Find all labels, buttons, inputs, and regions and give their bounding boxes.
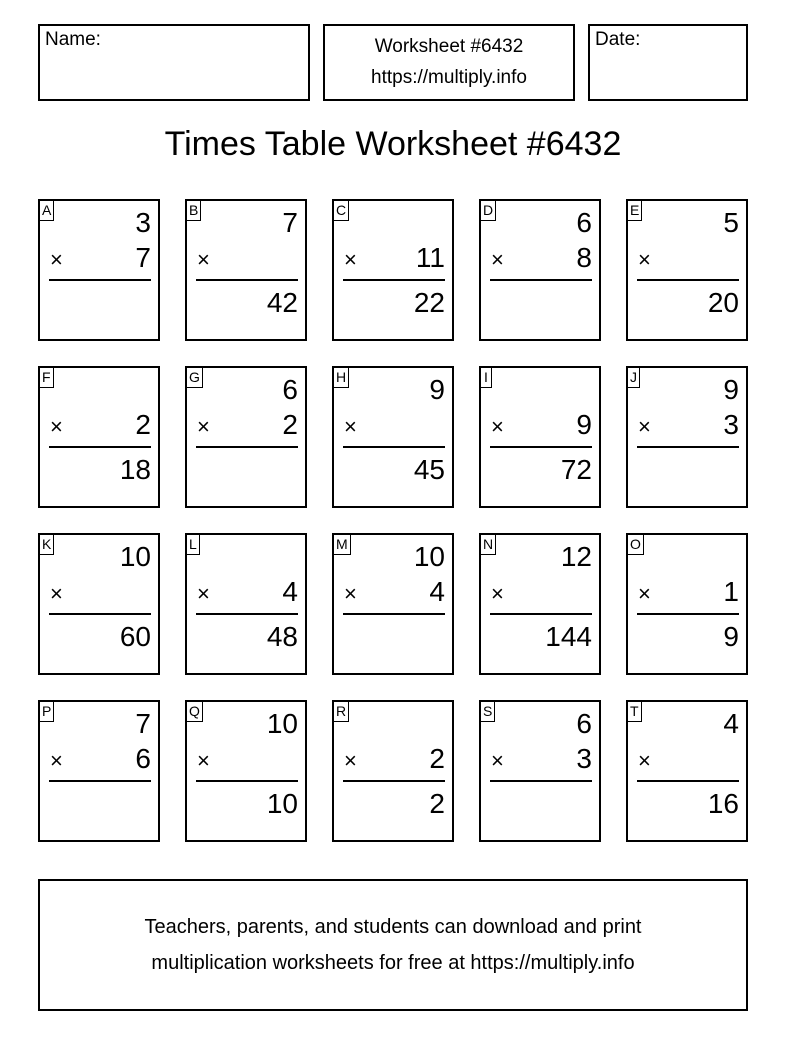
answer-line	[490, 780, 592, 782]
times-sign: ×	[197, 414, 210, 439]
answer-line	[343, 780, 445, 782]
multiplier: 2	[135, 409, 151, 440]
multiplier: 6	[135, 743, 151, 774]
problem-letter: H	[333, 367, 349, 388]
problem-letter: E	[627, 200, 642, 221]
multiplier: 2	[429, 743, 445, 774]
problem-letter: A	[39, 200, 54, 221]
product: 20	[707, 287, 739, 318]
answer-line	[196, 780, 298, 782]
answer-line	[343, 446, 445, 448]
problem-letter: B	[186, 200, 201, 221]
answer-line	[490, 613, 592, 615]
problem-card	[38, 199, 160, 341]
answer-line	[343, 279, 445, 281]
multiplicand: 10	[266, 708, 298, 739]
multiplicand: 3	[135, 207, 151, 238]
answer-line	[343, 613, 445, 615]
multiplicand: 6	[282, 374, 298, 405]
worksheet-site: https://multiply.info	[371, 67, 527, 88]
answer-line	[490, 279, 592, 281]
answer-line	[637, 780, 739, 782]
times-sign: ×	[50, 581, 63, 606]
problem-card	[185, 366, 307, 508]
multiplicand: 6	[576, 207, 592, 238]
multiplicand: 9	[723, 374, 739, 405]
times-sign: ×	[638, 247, 651, 272]
multiplier: 1	[723, 576, 739, 607]
problem-letter: R	[333, 701, 349, 722]
times-sign: ×	[638, 581, 651, 606]
problem-card	[332, 199, 454, 341]
problem-letter: P	[39, 701, 54, 722]
problem-letter: F	[39, 367, 54, 388]
times-sign: ×	[638, 414, 651, 439]
problem-letter: T	[627, 701, 642, 722]
footer-line-2: multiplication worksheets for free at https://multiply.info	[151, 952, 635, 974]
problem-card	[38, 366, 160, 508]
multiplier: 3	[576, 743, 592, 774]
problem-card	[479, 199, 601, 341]
problem-letter: K	[39, 534, 54, 555]
times-sign: ×	[638, 748, 651, 773]
multiplicand: 10	[413, 541, 445, 572]
multiplier: 2	[282, 409, 298, 440]
product: 16	[707, 788, 739, 819]
product: 72	[560, 454, 592, 485]
name-box	[38, 24, 310, 101]
problem-card	[185, 533, 307, 675]
times-sign: ×	[197, 748, 210, 773]
problem-letter: I	[480, 367, 492, 388]
problem-letter: Q	[186, 701, 203, 722]
product: 45	[413, 454, 445, 485]
worksheet-number: Worksheet #6432	[374, 36, 524, 57]
footer-line-1: Teachers, parents, and students can download and print	[144, 916, 642, 938]
answer-line	[49, 446, 151, 448]
worksheet-info-box	[323, 24, 575, 101]
date-box	[588, 24, 748, 101]
times-sign: ×	[344, 748, 357, 773]
problem-card	[332, 366, 454, 508]
times-sign: ×	[491, 748, 504, 773]
times-sign: ×	[50, 247, 63, 272]
product: 60	[119, 621, 151, 652]
answer-line	[196, 446, 298, 448]
problem-card	[626, 199, 748, 341]
multiplicand: 4	[723, 708, 739, 739]
problem-card	[479, 700, 601, 842]
multiplier: 11	[415, 242, 445, 273]
product: 144	[545, 621, 592, 652]
problem-card	[332, 533, 454, 675]
page-title: Times Table Worksheet #6432	[164, 125, 622, 163]
multiplicand: 7	[282, 207, 298, 238]
answer-line	[490, 446, 592, 448]
footer-box	[38, 879, 748, 1011]
multiplicand: 10	[119, 541, 151, 572]
problem-letter: L	[186, 534, 200, 555]
times-sign: ×	[197, 581, 210, 606]
problem-card	[38, 533, 160, 675]
problem-letter: G	[186, 367, 203, 388]
multiplier: 7	[135, 242, 151, 273]
product: 18	[119, 454, 151, 485]
multiplier: 3	[723, 409, 739, 440]
multiplier: 4	[282, 576, 298, 607]
date-label: Date:	[595, 29, 641, 50]
times-sign: ×	[344, 414, 357, 439]
name-label: Name:	[45, 29, 101, 50]
problem-card	[626, 366, 748, 508]
product: 2	[429, 788, 445, 819]
product: 48	[266, 621, 298, 652]
product: 9	[723, 621, 739, 652]
times-sign: ×	[491, 414, 504, 439]
problem-letter: C	[333, 200, 349, 221]
times-sign: ×	[344, 247, 357, 272]
problem-letter: O	[627, 534, 644, 555]
problem-card	[185, 700, 307, 842]
multiplier: 4	[429, 576, 445, 607]
problem-letter: N	[480, 534, 496, 555]
answer-line	[637, 279, 739, 281]
product: 42	[266, 287, 298, 318]
multiplicand: 6	[576, 708, 592, 739]
problem-card	[479, 366, 601, 508]
problem-letter: S	[480, 701, 495, 722]
problem-letter: M	[333, 534, 351, 555]
times-sign: ×	[491, 581, 504, 606]
answer-line	[196, 279, 298, 281]
product: 10	[266, 788, 298, 819]
problem-card	[626, 700, 748, 842]
problem-card	[479, 533, 601, 675]
problem-card	[332, 700, 454, 842]
answer-line	[637, 613, 739, 615]
times-sign: ×	[491, 247, 504, 272]
times-sign: ×	[50, 414, 63, 439]
times-sign: ×	[344, 581, 357, 606]
problem-card	[185, 199, 307, 341]
problem-letter: D	[480, 200, 496, 221]
times-sign: ×	[197, 247, 210, 272]
multiplicand: 12	[560, 541, 592, 572]
answer-line	[49, 780, 151, 782]
problem-card	[626, 533, 748, 675]
answer-line	[49, 279, 151, 281]
problem-card	[38, 700, 160, 842]
answer-line	[49, 613, 151, 615]
times-sign: ×	[50, 748, 63, 773]
product: 22	[413, 287, 445, 318]
answer-line	[196, 613, 298, 615]
multiplicand: 9	[429, 374, 445, 405]
multiplier: 8	[576, 242, 592, 273]
multiplicand: 7	[135, 708, 151, 739]
problem-letter: J	[627, 367, 640, 388]
answer-line	[637, 446, 739, 448]
multiplicand: 5	[723, 207, 739, 238]
multiplier: 9	[576, 409, 592, 440]
